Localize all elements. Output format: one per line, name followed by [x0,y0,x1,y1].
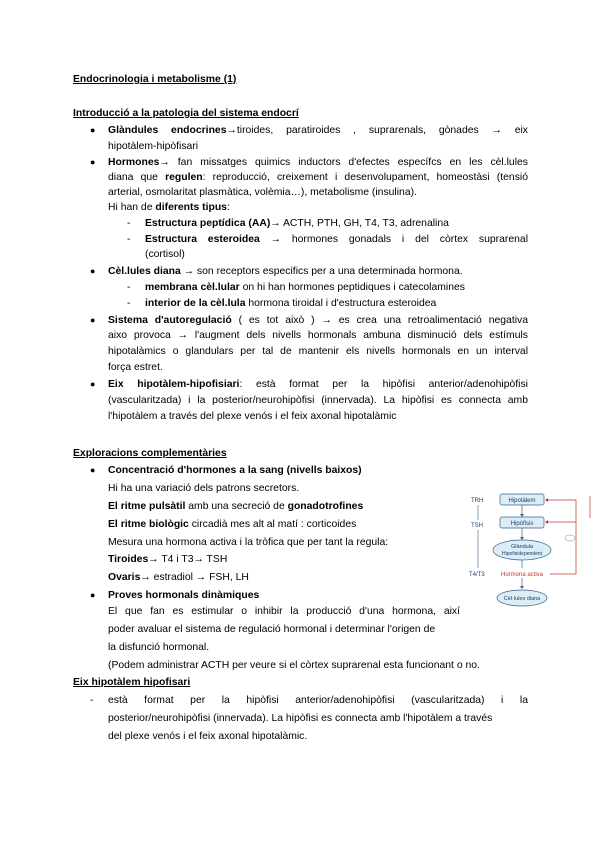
document-title: Endocrinologia i metabolisme (1) [73,74,237,85]
glandula-node [493,540,551,560]
dash-marker: - [127,282,131,293]
feedback-arrow-head-2 [545,520,548,524]
membrana-line [145,281,465,294]
sistema-line3: hipotalàmics o glandulars per tal de mantenir els nivells hormonals en un interval [108,346,528,357]
hormones-text2b: : reproducció, creixement i desenvolupament, homeostàsi (tensió [202,172,528,183]
hormones-label: Hormones [108,157,160,168]
hormones-line2 [108,171,528,184]
tiroides-line [108,553,227,566]
glandules-line2: hipotàlem-hipòfisari [108,141,199,152]
glandula-label-2: Hipofisidependent [501,551,543,557]
peptidica-line [145,217,449,230]
arrow-4-head [520,586,524,589]
sistema-line1 [108,314,528,327]
biologic-text: circadià mes alt al matí : corticoides [188,519,357,530]
proves-text1: El que fan es estimular o inhibir la producció d'una hormona, així [108,606,460,617]
bullet-icon: ● [90,266,96,276]
cellules-line [108,265,463,278]
hipofisis-label: Hipòfisis [510,521,534,527]
membrana-label: membrana cèl.lular [145,282,240,293]
esteroidea-line2: (cortisol) [145,249,185,260]
hormones-regulen: regulen [165,172,203,183]
concentracio-text4: Mesura una hormona activa i la tròfica que per tant la regula: [108,537,389,548]
dash-marker: - [90,695,94,706]
tiroides-label: Tiroides [108,554,149,565]
hormones-line1 [108,156,528,169]
tiroides-text: → T4 i T3→ TSH [148,554,228,565]
eix-line3: l'hipotàlem a través del plexe venós i el feix axonal hipotalàmic [108,411,397,422]
interior-text: hormona tiroidal i d'estructura esteroidea [245,298,437,309]
tipus-bold: diferents tipus [155,202,227,213]
bullet-icon: ● [90,465,96,475]
t4t3-label: T4/T3 [469,572,485,578]
esteroidea-text1: → hormones gonadals i del còrtex suprarenal [259,234,529,245]
cellules-label: Cèl.lules diana [108,266,181,277]
ovaris-line [108,571,249,584]
concentracio-label: Concentració d'hormones a la sang (nivells baixos) [108,465,362,476]
eix-line1 [108,378,528,391]
sistema-line2: aixo provoca → l'augment dels nivells hormonals ambuna disminució dels estímuls [108,330,528,341]
glandules-text1: →tiroides, paratiroides , suprarenals, gònades → eix [226,125,528,136]
feedback-arrow-head-1 [545,498,548,502]
arrow-2-head [520,537,524,540]
dash-marker: - [127,298,131,309]
proves-text2: poder avaluar el sistema de regulació hormonal i determinar l'origen de [108,624,436,635]
sistema-line4: força estret. [108,362,163,373]
tipus-post: : [226,202,230,213]
sistema-label: Sistema d'autoregulació [108,315,232,326]
pulsatil-line [108,500,363,513]
section-heading-exploracions: Exploracions complementàries [73,448,227,459]
glandula-label-1: Glàndula [510,544,534,550]
hormones-text1: → fan missatges quimics inductors d'efectes específcs en les cèl.lules [159,157,528,168]
hormones-line3: arterial, osmolaritat plasmàtica, volèmia…), metabolisme (insulina). [108,187,417,198]
glandules-label: Glàndules endocrines [108,125,227,136]
interior-label: interior de la cèl.lula [145,298,246,309]
hpa-axis-diagram [466,488,594,612]
eix-text1: : està format per la hipòfisi anterior/adenohipòfisi [239,379,528,390]
eix3-line2: posterior/neurohipòfisi (innervada). La hipòfisi es connecta amb l'hipotàlem a través [108,713,493,724]
eix-label: Eix hipotàlem-hipofisiari [108,379,240,390]
concentracio-text1: Hi ha una variació dels patrons secretors. [108,483,300,494]
bullet-icon: ● [90,590,96,600]
biologic-label: El ritme biològic [108,519,189,530]
feedback-node [565,535,575,541]
arrow-1-head [520,514,524,517]
biologic-line [108,518,356,531]
peptidica-text: → ACTH, PTH, GH, T4, T3, adrenalina [270,218,449,229]
bullet-icon: ● [90,379,96,389]
section-heading-introduccio: Introducció a la patologia del sistema endocrí [73,108,299,119]
pulsatil-text: amb una secreció de [185,501,288,512]
sistema-text1: ( es tot això ) → es crea una retroalimentació negativa [231,315,528,326]
trh-label: TRH [471,498,484,504]
ovaris-text: → estradiol → FSH, LH [140,572,249,583]
cel-diana-label: Cèl·lules diana [503,596,541,602]
hormones-text2a: diana que [108,172,166,183]
esteroidea-line1 [145,233,528,246]
bullet-icon: ● [90,315,96,325]
pulsatil-label: El ritme pulsàtil [108,501,186,512]
proves-label: Proves hormonals dinàmiques [108,590,260,601]
bullet-icon: ● [90,157,96,167]
hipotalem-label: Hipotàlem [508,498,536,504]
membrana-text: on hi han hormones peptidiques i catecolamines [239,282,465,293]
eix-line2: (vascularitzada) i la posterior/neurohipòfisi (innervada). La hipòfisi es connecta amb [108,395,528,406]
cellules-text: → son receptors especifics per a una determinada hormona. [180,266,463,277]
interior-line [145,297,436,310]
glandules-line1 [108,124,528,137]
esteroidea-label: Estructura esteroidea [145,234,260,245]
proves-text4: (Podem administrar ACTH per veure si el còrtex suprarenal esta funcionant o no. [108,660,480,671]
hormones-tipus [108,201,230,214]
tsh-label: TSH [471,523,483,529]
section-heading-eix: Eix hipotàlem hipofisari [73,677,191,688]
tipus-pre: Hi han de [108,202,156,213]
bullet-icon: ● [90,125,96,135]
dash-marker: - [127,218,131,229]
proves-text3: la disfunció hormonal. [108,642,210,653]
peptidica-label: Estructura peptídica (AA) [145,218,271,229]
ovaris-label: Ovaris [108,572,141,583]
hormona-activa-label: Hormona activa [500,572,544,578]
eix3-line1: està format per la hipòfisi anterior/adenohipòfisi (vascularitzada) i la [108,695,528,706]
eix3-line3: del plexe venós i el feix axonal hipotalàmic. [108,731,308,742]
dash-marker: - [127,234,131,245]
pulsatil-bold: gonadotrofines [287,501,364,512]
